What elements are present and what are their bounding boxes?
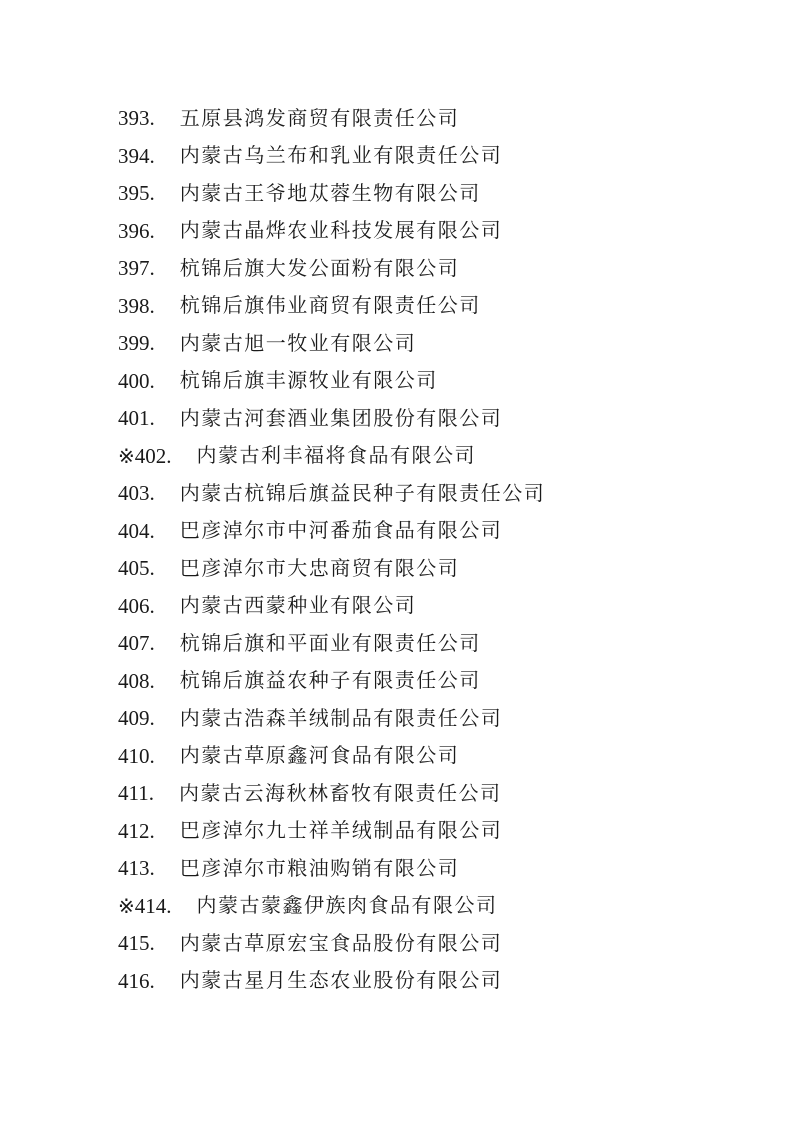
list-item	[118, 850, 753, 888]
company-name: 内蒙古云海秋林畜牧有限责任公司	[178, 782, 502, 805]
item-number-text: 416.	[118, 968, 155, 993]
list-item	[118, 475, 753, 513]
list-item	[118, 325, 753, 363]
company-name: 杭锦后旗伟业商贸有限责任公司	[179, 295, 481, 318]
item-number	[118, 218, 155, 243]
item-number-text: 403.	[118, 481, 155, 506]
item-number-text: 401.	[118, 406, 155, 431]
company-name: 内蒙古杭锦后旗益民种子有限责任公司	[179, 482, 546, 505]
item-number-text: 408.	[118, 668, 155, 693]
list-item	[118, 663, 753, 701]
item-number	[118, 593, 155, 618]
item-number	[118, 518, 155, 543]
list-item	[118, 513, 753, 551]
item-number	[118, 258, 155, 279]
item-number	[118, 108, 155, 129]
item-number-text: 400.	[118, 368, 155, 393]
item-number-text: 412.	[118, 818, 155, 843]
item-number-text: 414.	[134, 893, 172, 918]
item-number	[118, 668, 155, 693]
list-item	[118, 588, 753, 626]
list-item	[118, 250, 753, 288]
company-name: 巴彦淖尔市粮油购销有限公司	[179, 857, 460, 880]
list-item	[118, 213, 753, 251]
company-name: 内蒙古河套酒业集团股份有限公司	[179, 407, 503, 430]
company-name: 杭锦后旗益农种子有限责任公司	[179, 670, 481, 693]
item-number	[118, 333, 155, 354]
list-item	[118, 288, 753, 326]
company-name: 内蒙古西蒙种业有限公司	[179, 595, 417, 618]
company-name: 杭锦后旗和平面业有限责任公司	[179, 632, 481, 655]
item-number	[118, 858, 155, 879]
item-number	[118, 633, 155, 654]
item-number	[118, 708, 155, 729]
item-number-text: 402.	[134, 443, 172, 468]
company-name: 内蒙古王爷地苁蓉生物有限公司	[179, 182, 481, 205]
item-number	[118, 368, 155, 393]
item-number-text: 405.	[118, 556, 155, 581]
item-number	[118, 483, 155, 504]
list-item	[118, 100, 753, 138]
item-number-text: 407.	[118, 631, 155, 656]
item-number-text: 406.	[118, 593, 155, 618]
list-item	[118, 888, 753, 926]
company-name: 内蒙古草原鑫河食品有限公司	[179, 745, 460, 768]
item-number	[118, 783, 154, 804]
item-number-text: 411.	[118, 781, 154, 806]
item-number-text: 409.	[118, 706, 155, 731]
item-number-text: 395.	[118, 181, 155, 206]
company-name: 内蒙古旭一牧业有限公司	[179, 332, 417, 355]
company-name: 内蒙古利丰福将食品有限公司	[196, 445, 477, 468]
list-item	[118, 138, 753, 176]
item-number	[118, 183, 155, 204]
item-number	[118, 408, 155, 429]
list-item	[118, 925, 753, 963]
company-name: 巴彦淖尔九士祥羊绒制品有限公司	[179, 820, 503, 843]
company-name: 内蒙古乌兰布和乳业有限责任公司	[179, 145, 503, 168]
item-number-text: 399.	[118, 331, 155, 356]
item-number-text: 415.	[118, 931, 155, 956]
item-number	[118, 818, 155, 843]
item-number-text: 393.	[118, 106, 155, 131]
company-name: 内蒙古浩森羊绒制品有限责任公司	[179, 707, 503, 730]
item-number-text: 404.	[118, 518, 155, 543]
list-item	[118, 363, 753, 401]
item-number-text: 394.	[118, 143, 155, 168]
company-name: 巴彦淖尔市大忠商贸有限公司	[179, 557, 460, 580]
company-name: 内蒙古星月生态农业股份有限公司	[179, 970, 503, 993]
company-name: 巴彦淖尔市中河番茄食品有限公司	[179, 520, 503, 543]
list-item	[118, 700, 753, 738]
item-number	[118, 443, 172, 468]
item-number	[118, 293, 155, 318]
list-item	[118, 625, 753, 663]
item-number	[118, 143, 155, 168]
item-number	[118, 933, 155, 954]
item-number	[118, 743, 155, 768]
list-item	[118, 438, 753, 476]
company-name: 内蒙古草原宏宝食品股份有限公司	[179, 932, 503, 955]
item-number	[118, 968, 155, 993]
item-number-text: 398.	[118, 293, 155, 318]
company-name: 五原县鸿发商贸有限责任公司	[179, 107, 460, 130]
company-name: 杭锦后旗丰源牧业有限公司	[179, 370, 438, 393]
company-name: 内蒙古蒙鑫伊族肉食品有限公司	[196, 895, 498, 918]
item-number-text: 410.	[118, 743, 155, 768]
list-item	[118, 175, 753, 213]
list-item	[118, 400, 753, 438]
company-list	[118, 100, 753, 1000]
list-item	[118, 963, 753, 1001]
item-number	[118, 893, 172, 918]
list-item	[118, 738, 753, 776]
item-number-text: 413.	[118, 856, 155, 881]
special-marker: ※	[118, 895, 135, 918]
item-number-text: 396.	[118, 218, 155, 243]
item-number	[118, 558, 155, 579]
item-number-text: 397.	[118, 256, 155, 281]
list-item	[118, 775, 753, 813]
company-name: 内蒙古晶烨农业科技发展有限公司	[179, 220, 503, 243]
special-marker: ※	[118, 445, 135, 468]
list-item	[118, 813, 753, 851]
company-name: 杭锦后旗大发公面粉有限公司	[179, 257, 460, 280]
list-item	[118, 550, 753, 588]
